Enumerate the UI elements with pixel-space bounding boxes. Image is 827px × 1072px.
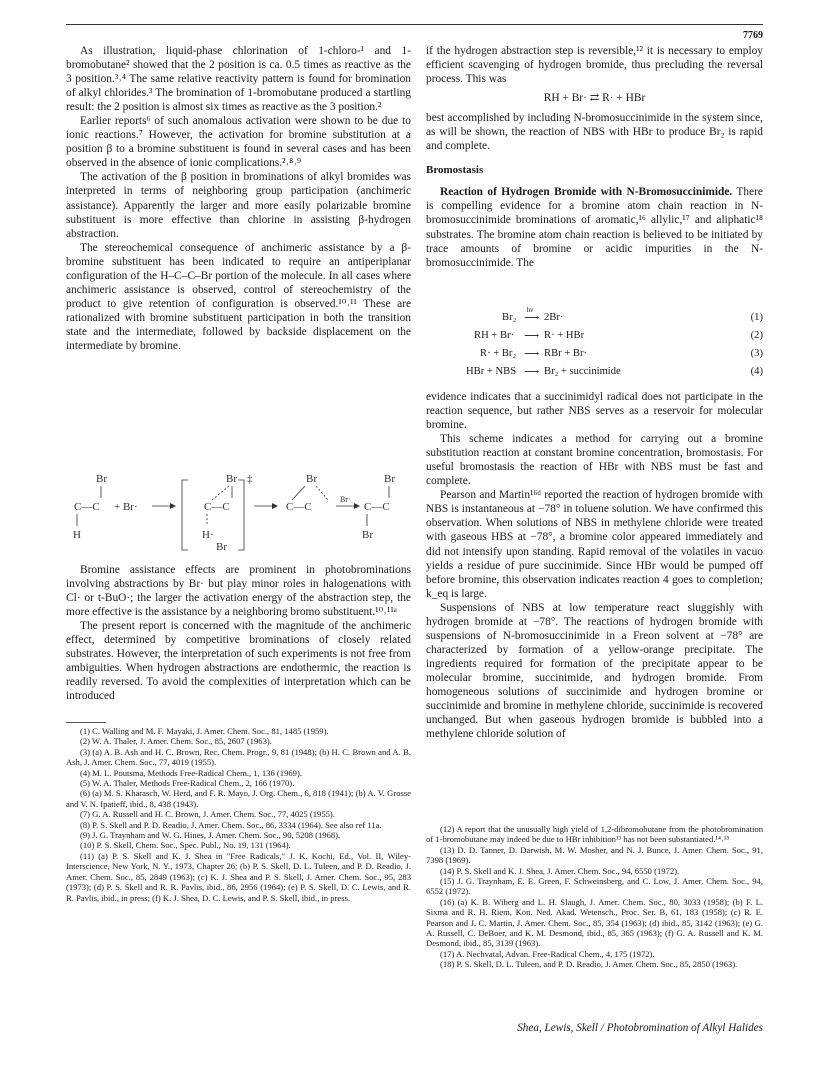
- footnotes-right: [426, 824, 763, 970]
- scheme-ts-cc: C—C: [204, 501, 230, 513]
- right-column-bottom: [426, 390, 763, 741]
- paragraph: [426, 185, 763, 269]
- paragraph: Suspensions of NBS at low temperature react sluggishly with hydrogen bromide at −78°. The reactions of hydrogen bromide with suspensions of N-bromosuccinimide in a Freon solvent at −78° are characterized by formation of a yellow-orange precipitate. The ingredients required for formation of the precipitate appear to be molecular bromine, succinimide, and hydrogen bromide. From homogeneous solutions of succinimide and hydrogen bromine or succinimide and bromine in methylene chloride, succinimide is recovered unchanged. But when gaseous hydrogen bromide is bubbled into a methylene chloride solution of: [426, 601, 763, 741]
- footnote: (8) P. S. Skell and P. D. Readio, J. Amer. Chem. Soc., 86, 3334 (1964). See also ref 11a.: [80, 819, 382, 830]
- footnote-rule: [66, 722, 106, 723]
- scheme-ts-h: H·: [202, 529, 214, 541]
- footnote: (14) P. S. Skell and K. J. Shea, J. Amer. Chem. Soc., 94, 6550 (1972).: [440, 865, 680, 876]
- anchimeric-reaction-scheme: [66, 468, 411, 558]
- header-rule: [66, 24, 763, 25]
- eq3-number: (3): [750, 348, 763, 359]
- footnote: (1) C. Walling and M. F. Mayaki, J. Amer. Chem. Soc., 81, 1485 (1959).: [80, 726, 329, 736]
- left-column-bottom: [66, 563, 411, 703]
- eq1-number: (1): [750, 312, 763, 323]
- footnote: (5) W. A. Thaler, Methods Free-Radical Chem., 2, 166 (1970).: [80, 778, 295, 789]
- paragraph: Pearson and Martin¹⁶ᵈ reported the reaction of hydrogen bromide with NBS is instantaneous at −78° in toluene solution. We have confirmed this observation. When solutions of NBS in methylene chloride were treated with gaseous HBS at −78°, a bromine color appeared immediately and did not intensify upon standing. Rapid removal of the volatiles in vacuo yields a residue of pure succinimide. Since HBr would be pumped off before bromine, this observation indicates reaction 4 goes to completion; k_eq is large.: [426, 489, 763, 600]
- paragraph-text: There is compelling evidence for a bromine atom chain reaction in N-bromosuccinimide brominations of aromatic,¹⁶ allylic,¹⁷ and aliphatic¹⁸ substrates. The bromine atom chain reaction is believed to be initiated by trace amounts of bromine or acidic impurities in the N-bromosuccinimide. The: [426, 186, 763, 269]
- right-column-top: [426, 44, 763, 270]
- scheme-ts-br: Br: [226, 473, 237, 485]
- eq3-arrow: ⟶: [524, 349, 540, 360]
- subsection-heading: Reaction of Hydrogen Bromide with N-Bromosuccinimide.: [440, 186, 733, 199]
- footnotes-left: [66, 726, 411, 903]
- footnote: (18) P. S. Skell, D. L. Tuleen, and P. D. Readio, J. Amer. Chem. Soc., 85, 2850 (1963).: [440, 959, 738, 970]
- eq4-lhs: HBr + NBS: [466, 366, 517, 377]
- running-footer: Shea, Lewis, Skell / Photobromination of Alkyl Halides: [517, 1022, 763, 1034]
- section-heading: Bromostasis: [426, 164, 484, 177]
- scheme-product-br-bottom: Br: [362, 529, 373, 541]
- reversible-equation: RH + Br· ⇄ R· + HBr: [543, 92, 646, 105]
- left-column-top: [66, 44, 411, 353]
- footnote: (6) (a) M. S. Kharasch, W. Herd, and F. R. Mayo, J. Org. Chem., 6, 818 (1941); (b) A. V. Grosse and V. N. Ipatieff, ibid., 8, 438 (1943).: [66, 788, 411, 809]
- footnote: (13) D. D. Tanner, D. Darwish, M. W. Mosher, and N. J. Bunce, J. Amer. Chem. Soc., 91, 7398 (1969).: [426, 844, 763, 866]
- eq2-arrow: ⟶: [524, 331, 540, 342]
- footnote: (12) A report that the unusually high yield of 1,2-dibromobutane from the photobromination of 1-bromobutane may indeed be due to HBr inhibition¹³ has not been substantiated.¹⁴˒¹⁵: [426, 824, 763, 845]
- scheme-cc-label: C—C: [74, 501, 100, 513]
- paragraph: As illustration, liquid-phase chlorination of 1-chloro-¹ and 1-bromobutane² showed that the 2 position is ca. 0.5 times as reactive as the 3 position.³˒⁴ The same relative reactivity pattern is found for bromination of alkyl chlorides.³ The bromination of 1-bromobutane produced a startling result: the 2 position is almost six times as reactive as the 3 position.²: [66, 45, 411, 114]
- scheme-product-cc: C—C: [364, 501, 390, 513]
- footnote: (15) J. G. Traynham, E. E. Green, F. Schweinsberg, and C. Low, J. Amer. Chem. Soc., 94, 6552 (1972).: [426, 876, 763, 897]
- paragraph: evidence indicates that a succinimidyl radical does not participate in the reaction sequence, but rather NBS serves as a reservoir for molecular bromine.: [426, 391, 763, 432]
- footnote: (10) P. S. Skell, Chem. Soc., Spec. Publ., No. 19, 131 (1964).: [80, 840, 291, 851]
- scheme-bridge-cc: C—C: [286, 501, 312, 513]
- scheme-product-br-top: Br: [384, 473, 395, 485]
- footnote: (16) (a) K. B. Wiberg and L. H. Slaugh, J. Amer. Chem. Soc., 80, 3033 (1958); (b) F. L. Sixma and R. H. Riem, Kon. Ned. Akad. Wetensch., Proc. Ser. B, 61, 183 (1958); (c) R. E. Pearson and J. C. Martin, J. Amer. Chem. Soc., 85, 354 (1963); (d) ibid., 85, 3142 (1963); (e) G. A. Russell, C. DeBoer, and K. M. Desmond, ibid., 85, 365 (1963); (f) G. A. Russell and K. M. Desmond, ibid., 85, 3139 (1963).: [426, 896, 763, 949]
- eq1-arrow: ⟶: [524, 313, 540, 324]
- eq1-rhs: 2Br·: [544, 312, 564, 323]
- footnote: (17) A. Nechvatal, Advan. Free-Radical Chem., 4, 175 (1972).: [440, 948, 655, 959]
- equation-block: [426, 306, 763, 382]
- footnote: (9) J. G. Traynham and W. G. Hines, J. Amer. Chem. Soc., 90, 5208 (1968).: [80, 830, 341, 841]
- scheme-ts-br-bottom: Br: [216, 541, 227, 553]
- scheme-dagger: ‡: [247, 473, 253, 485]
- eq4-number: (4): [750, 366, 763, 377]
- eq2-rhs: R· + HBr: [544, 330, 585, 341]
- paragraph: This scheme indicates a method for carrying out a bromine substitution reaction at constant bromine concentration, bromostasis. For useful bromostasis the reaction of HBr with NBS must be fast and complete.: [426, 433, 763, 488]
- paragraph: The stereochemical consequence of anchimeric assistance by a β-bromine substituent has been indicated to require an antiperiplanar configuration of the H–C–C–Br portion of the molecule. In all cases where anchimeric assistance is observed, control of stereochemistry of the product to give retention of configuration is observed.¹⁰˒¹¹ These are rationalized with bromine substituent participation in both the transition state and the intermediate, followed by backside displacement on the intermediate by bromine.: [66, 241, 411, 352]
- paragraph: The activation of the β position in brominations of alkyl bromides was interpreted in terms of neighboring group participation (anchimeric assistance). Apparently the larger and more easily polarizable bromine substituent is more effective than chlorine in assisting β-hydrogen abstraction.: [66, 171, 411, 240]
- scheme-arrow-br: Br·: [340, 495, 351, 504]
- scheme-bridge-br: Br: [306, 473, 317, 485]
- eq1-arrow-label: hν: [526, 306, 534, 314]
- eq4-rhs: Br₂ + succinimide: [544, 366, 621, 377]
- page-number: 7769: [743, 30, 763, 41]
- scheme-br-label: Br: [96, 473, 107, 485]
- scheme-plus-br: + Br·: [114, 501, 138, 513]
- paragraph: best accomplished by including N-bromosuccinimide in the system since, as will be shown, the reaction of NBS with HBr to produce Br₂ is rapid and complete.: [426, 112, 763, 153]
- footnote: (4) M. L. Poutsma, Methods Free-Radical Chem., 1, 136 (1969).: [80, 767, 302, 778]
- paragraph: Earlier reports⁶ of such anomalous activation were shown to be due to ionic reactions.⁷ However, the activation for bromine substitution at a position β to a bromine substituent is found in several cases and has been observed in the absence of ionic complications.²˒⁸˒⁹: [66, 115, 411, 170]
- footnote: (11) (a) P. S. Skell and K. J. Shea in "Free Radicals," J. K. Kochi, Ed., Vol. II, Wiley-Interscience, New York, N. Y., 1973, Chapter 26; (b) P. S. Skell, D. L. Tuleen, and P. D. Readio, J. Amer. Chem. Soc., 85, 2849 (1963); (c) K. J. Shea and P. S. Skell, J. Amer. Chem. Soc., 95, 283 (1973); (d) P. S. Skell and R. R. Pavlis, ibid., 86, 2956 (1964); (e) P. S. Skell, D. C. Lewis, and R. R. Pavlis, ibid., in press; (f) K. J. Shea, D. C. Lewis, and P. S. Skell, ibid., in press.: [66, 850, 411, 903]
- eq3-rhs: RBr + Br·: [544, 348, 588, 359]
- eq3-lhs: R· + Br₂: [480, 348, 517, 359]
- paragraph: Bromine assistance effects are prominent in photobrominations involving abstractions by Br· but play minor roles in halogenations with Cl· or t-BuO·; the larger the activation energy of the abstraction step, the more effective is the assistance by a neighboring bromo substituent.¹⁰˒¹¹ᵃ: [66, 564, 411, 619]
- footnote: (3) (a) A. B. Ash and H. C. Brown, Rec. Chem. Progr., 9, 81 (1948); (b) H. C. Brown and A. B. Ash, J. Amer. Chem. Soc., 77, 4019 (1955).: [66, 746, 411, 768]
- footnote: (2) W. A. Thaler, J. Amer. Chem. Soc., 85, 2607 (1963).: [80, 736, 272, 747]
- footnote: (7) G. A. Russell and H. C. Brown, J. Amer. Chem. Soc., 77, 4025 (1955).: [80, 809, 335, 820]
- eq2-number: (2): [750, 330, 763, 341]
- eq1-lhs: Br₂: [502, 312, 517, 323]
- eq2-lhs: RH + Br·: [474, 330, 515, 341]
- scheme-h-label: H: [73, 529, 81, 541]
- paragraph: The present report is concerned with the magnitude of the anchimeric effect, determined by competitive brominations of closely related substrates. However, the interpretation of such experiments is not free from ambiguities. When hydrogen abstractions are endothermic, the reaction is readily reversed. To avoid the complexities of interpretation which can be introduced: [66, 620, 411, 703]
- eq4-arrow: ⟶: [524, 367, 540, 378]
- paragraph: if the hydrogen abstraction step is reversible,¹² it is necessary to employ efficient scavenging of hydrogen bromide, thus precluding the reversal process. This was: [426, 45, 763, 86]
